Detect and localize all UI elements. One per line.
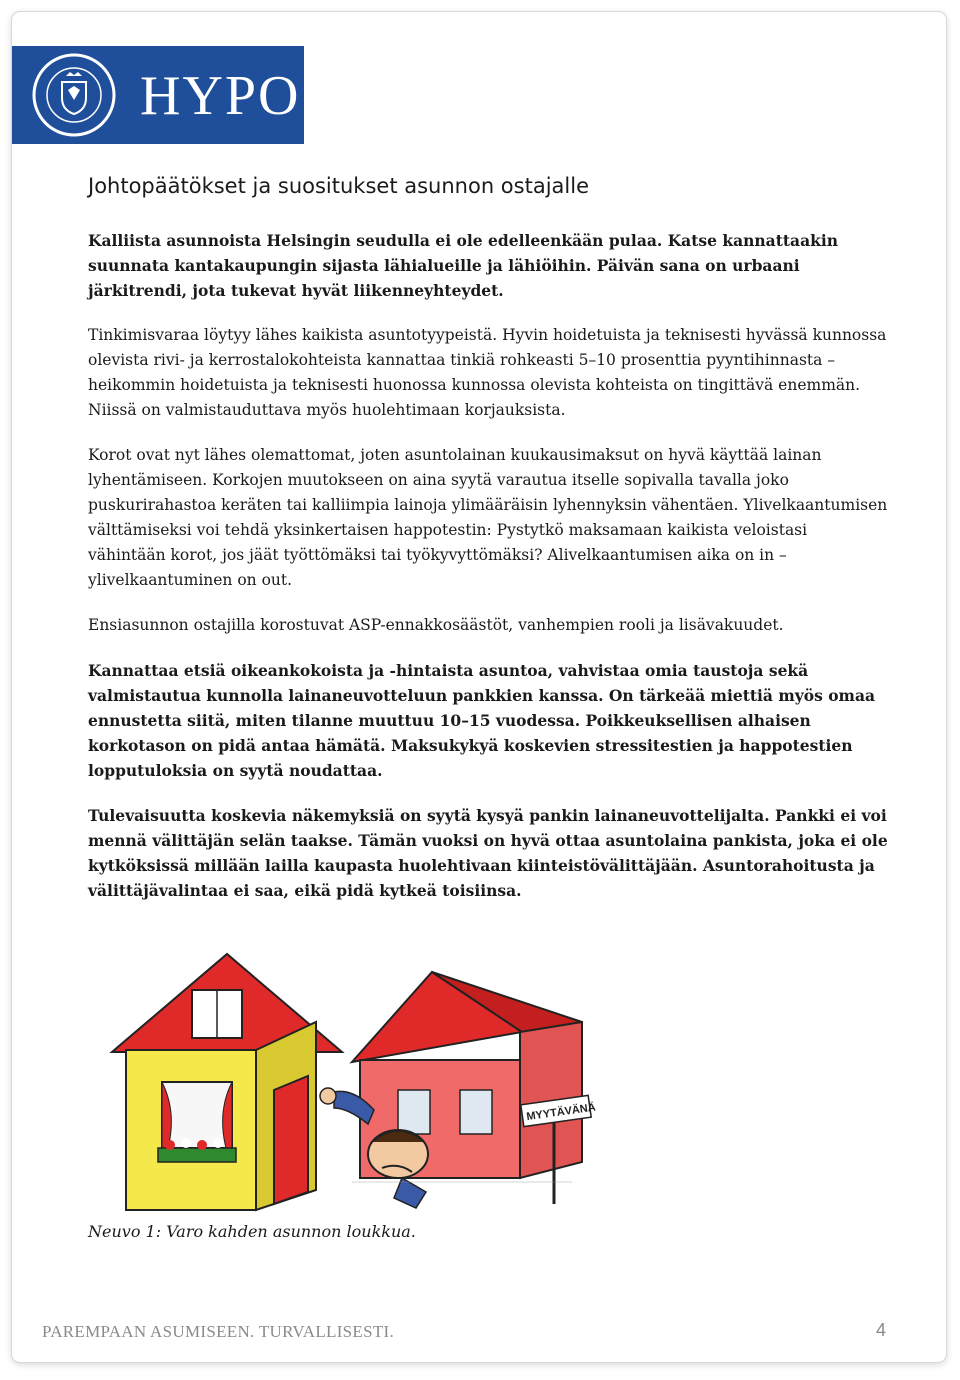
yellow-house (112, 954, 342, 1210)
two-houses-illustration (102, 942, 602, 1222)
paragraph-3: Korot ovat nyt lähes olemattomat, joten asuntolainan kuukausimaksut on hyvä käyttää lainan lyhentämiseen. Korkojen muutokseen on aina syytä varautua itselle sopivalla tavalla joko puskurirahastoa keräten tai kalliimpia lainoja ylimääräisin lyhennyksin vähentäen. Ylivelkaantumisen välttämiseksi voi tehdä yksinkertaisen happotestin: Pystytkö maksamaan kaikista veloistasi vähintään korot, jos jäät työttömäksi tai työkyvyttömäksi? Alivelkaantumisen aika on in – ylivelkaantuminen on out. (88, 446, 888, 589)
paragraph-5: Kannattaa etsiä oikeankokoista ja -hintaista asuntoa, vahvistaa omia taustoja sekä valmistautua kunnolla lainaneuvotteluun pankkien kanssa. On tärkeää miettiä myös omaa ennustetta siitä, miten tilanne muuttuu 10–15 vuodessa. Poikkeuksellisen alhaisen korkotason on pidä antaa hämätä. Maksukykyä koskevien stressitestien ja happotestien lopputuloksia on syytä noudattaa. (88, 661, 876, 780)
footer-slogan: PAREMPAAN ASUMISEEN. TURVALLISESTI. (42, 1322, 395, 1341)
page-number: 4 (875, 1320, 886, 1340)
paragraph-2: Tinkimisvaraa löytyy lähes kaikista asuntotyypeistä. Hyvin hoidetuista ja teknisesti hyvässä kunnossa olevista rivi- ja kerrostalokohteista kannattaa tinkiä rohkeasti 5–10 prosenttia pyyntihinnasta – heikommin hoidetuista ja teknisesti huonossa kunnossa olevista kohteista on tingittävä enemmän. Niissä on valmistauduttava myös huolehtimaan korjauksista. (88, 326, 887, 419)
paragraph-4: Ensiasunnon ostajilla korostuvat ASP-ennakkosäästöt, vanhempien rooli ja lisävakuudet. (88, 616, 784, 634)
paragraph-1: Kalliista asunnoista Helsingin seudulla ei ole edelleenkään pulaa. Katse kannattaakin suunnata kantakaupungin sijasta lähialueille ja lähiöihin. Päivän sana on urbaani järkitrendi, jota tukevat hyvät liikenneyhteydet. (88, 231, 839, 300)
paragraph-6: Tulevaisuutta koskevia näkemyksiä on syytä kysyä pankin lainaneuvottelijalta. Pankki ei voi mennä välittäjän selän taakse. Tämän vuoksi on hyvä ottaa asuntolaina pankista, joka ei ole kytköksissä millään lailla kaupasta huolehtivaan kiinteistövälittäjään. Asuntorahoitusta ja välittäjävalintaa ei saa, eikä pidä kytkeä toisiinsa. (88, 806, 888, 900)
hypo-wordmark: HYPO (140, 65, 301, 127)
page-title: Johtopäätökset ja suositukset asunnon ostajalle (88, 174, 589, 198)
sign-text: MYYTÄVÄNÄ (525, 1101, 597, 1124)
hypo-logo (12, 46, 304, 144)
body-text (88, 228, 888, 923)
document-page (12, 12, 946, 1362)
illustration-caption: Neuvo 1: Varo kahden asunnon loukkua. (88, 1222, 416, 1241)
